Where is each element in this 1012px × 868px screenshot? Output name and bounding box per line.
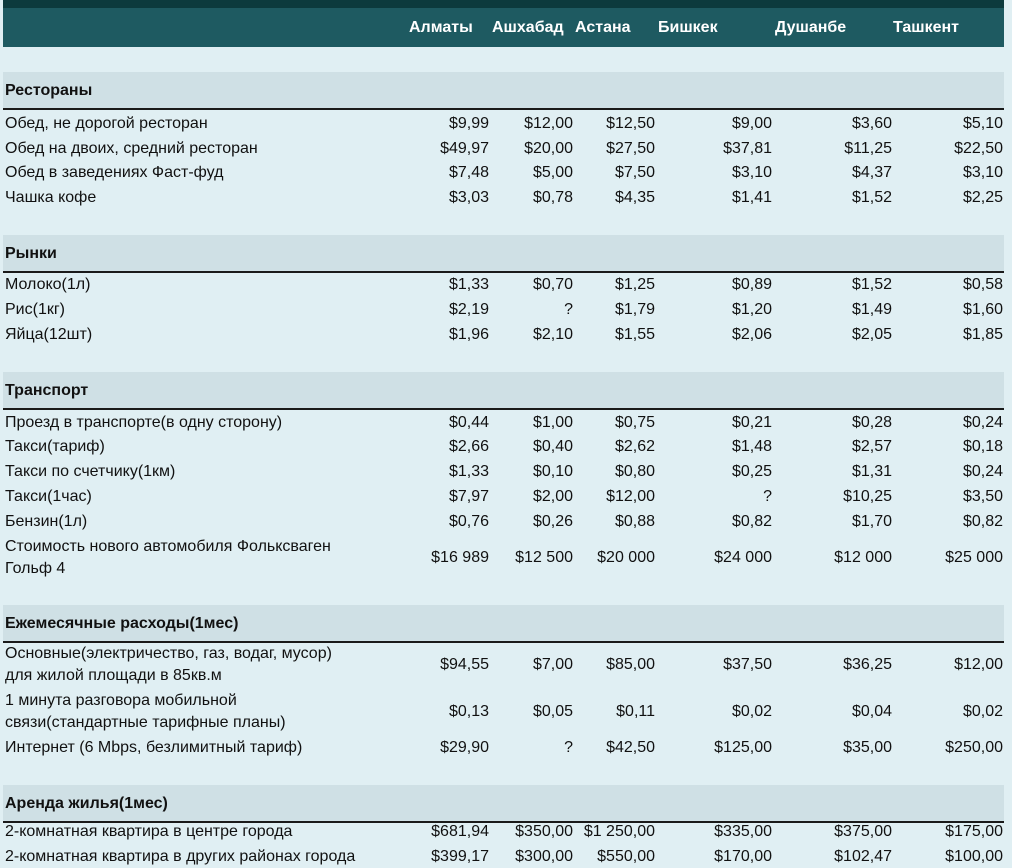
price-cell: $0,76 [448,513,489,530]
table-row [3,486,1004,508]
row-label-line: Бензин(1л) [5,513,88,530]
table-row [3,690,1004,734]
table-row [3,821,1004,843]
city-header-almaty: Алматы [409,19,473,36]
price-cell: $0,40 [532,438,573,455]
price-cell: $10,25 [843,488,892,505]
city-header-astana: Астана [575,19,631,36]
price-cell: $42,50 [606,739,655,756]
section-title: Рынки [3,235,1004,273]
price-cell: $250,00 [945,739,1003,756]
price-cell: $11,25 [844,140,892,157]
table-row [3,846,1004,868]
table-row [3,138,1004,160]
price-cell: $0,05 [532,703,573,720]
price-cell: $2,25 [962,189,1003,206]
price-cell: ? [564,301,573,318]
row-label [5,113,208,135]
price-cell: $2,66 [448,438,489,455]
table-row [3,113,1004,135]
row-label-line: связи(стандартные тарифные планы) [5,714,286,731]
price-cell: $2,19 [448,301,489,318]
price-cell: $2,57 [851,438,892,455]
price-cell: $3,60 [851,115,892,132]
price-cell: $37,50 [723,656,772,673]
price-cell: $1,96 [448,326,489,343]
price-cell: $1,41 [731,189,772,206]
price-cell: $0,70 [532,276,573,293]
price-cell: $399,17 [431,848,489,865]
price-cell: $0,24 [962,414,1003,431]
price-cell: $681,94 [431,823,489,840]
row-label-line: 2-комнатная квартира в других районах города [5,848,356,865]
price-cell: $0,24 [962,463,1003,480]
row-label [5,412,282,434]
row-label-line: 1 минута разговора мобильной [5,692,237,709]
price-cell: $0,11 [616,703,655,720]
row-label-line: Рис(1кг) [5,301,65,318]
row-label [5,162,223,184]
price-cell: $94,55 [440,656,489,673]
price-cell: $12,00 [606,488,655,505]
row-label-line: Чашка кофе [5,189,97,206]
price-cell: $0,78 [532,189,573,206]
price-cell: $100,00 [945,848,1003,865]
price-cell: $1 250,00 [583,823,655,840]
section-title: Транспорт [3,372,1004,410]
price-cell: $7,48 [448,164,489,181]
price-cell: $125,00 [714,739,772,756]
price-cell: $0,28 [851,414,892,431]
row-label-line: для жилой площади в 85кв.м [5,667,222,684]
price-cell: $0,02 [731,703,772,720]
row-label [5,299,65,321]
table-row [3,187,1004,209]
row-label [5,821,292,843]
price-cell: $20 000 [597,549,655,566]
section-title: Рестораны [3,72,1004,110]
price-cell: $2,00 [532,488,573,505]
price-cell: $20,00 [524,140,573,157]
price-cell: $3,10 [962,164,1003,181]
city-header-bishkek: Бишкек [658,19,718,36]
table-row [3,412,1004,434]
city-header-ashgabat: Ашхабад [492,19,564,36]
price-cell: $0,21 [731,414,772,431]
price-cell: $7,50 [614,164,655,181]
price-cell: $0,75 [614,414,655,431]
price-cell: $29,90 [440,739,489,756]
price-cell: $1,48 [731,438,772,455]
price-cell: $16 989 [431,549,489,566]
price-cell: $1,52 [851,276,892,293]
price-cell: $2,10 [532,326,573,343]
price-cell: $1,60 [962,301,1003,318]
price-cell: $2,06 [731,326,772,343]
price-cell: $1,52 [851,189,892,206]
price-cell: $1,55 [614,326,655,343]
table-row [3,162,1004,184]
row-label [5,138,258,160]
table-row [3,737,1004,759]
table-row [3,274,1004,296]
row-label [5,511,87,533]
table-row [3,299,1004,321]
row-label-line: Гольф 4 [5,560,66,577]
row-label-line: Такси(1час) [5,488,92,505]
row-label [5,643,332,687]
row-label [5,737,302,759]
price-cell: ? [763,488,772,505]
price-cell: $3,50 [962,488,1003,505]
price-cell: $375,00 [834,823,892,840]
table-row [3,643,1004,687]
price-cell: $0,88 [614,513,655,530]
price-cell: $0,26 [532,513,573,530]
row-label [5,324,92,346]
table-row [3,536,1004,580]
table-row [3,324,1004,346]
row-label-line: Обед, не дорогой ресторан [5,115,208,132]
price-cell: $35,00 [843,739,892,756]
row-label [5,436,105,458]
price-cell: $25 000 [945,549,1003,566]
price-cell: $0,18 [962,438,1003,455]
city-header-tashkent: Ташкент [893,19,960,36]
row-label [5,274,90,296]
price-cell: $9,99 [448,115,489,132]
row-label-line: Молоко(1л) [5,276,91,293]
row-label-line: Интернет (6 Mbps, безлимитный тариф) [5,739,303,756]
row-label [5,486,92,508]
price-cell: $4,37 [851,164,892,181]
row-label-line: Яйца(12шт) [5,326,93,343]
price-cell: $4,35 [614,189,655,206]
price-cell: $12 500 [515,549,573,566]
row-label-line: 2-комнатная квартира в центре города [5,823,293,840]
price-cell: $1,49 [851,301,892,318]
price-cell: $36,25 [843,656,892,673]
row-label [5,690,286,734]
price-cell: $22,50 [954,140,1003,157]
price-cell: $170,00 [714,848,772,865]
price-cell: $2,05 [851,326,892,343]
price-cell: $550,00 [597,848,655,865]
price-cell: ? [564,739,573,756]
header-row [3,8,1004,47]
price-cell: $102,47 [834,848,892,865]
row-label [5,536,331,580]
price-cell: $37,81 [723,140,772,157]
price-cell: $300,00 [515,848,573,865]
price-cell: $12,00 [954,656,1003,673]
top-border [3,0,1004,8]
price-cell: $0,80 [614,463,655,480]
row-label-line: Такси(тариф) [5,438,105,455]
price-cell: $350,00 [515,823,573,840]
price-cell: $0,13 [448,703,489,720]
price-cell: $0,44 [448,414,489,431]
price-cell: $0,89 [731,276,772,293]
row-label-line: Обед в заведениях Фаст-фуд [5,164,224,181]
price-cell: $1,25 [614,276,655,293]
price-cell: $12 000 [834,549,892,566]
price-cell: $1,85 [962,326,1003,343]
price-cell: $7,00 [532,656,573,673]
price-cell: $5,10 [962,115,1003,132]
city-header-dushanbe: Душанбе [775,19,847,36]
price-cell: $85,00 [606,656,655,673]
price-cell: $335,00 [714,823,772,840]
price-cell: $1,33 [448,276,489,293]
row-label [5,461,175,483]
price-cell: $3,10 [731,164,772,181]
price-cell: $0,58 [962,276,1003,293]
price-cell: $12,00 [524,115,573,132]
price-cell: $1,70 [851,513,892,530]
price-cell: $0,02 [962,703,1003,720]
price-cell: $9,00 [731,115,772,132]
price-cell: $27,50 [606,140,655,157]
price-cell: $1,20 [731,301,772,318]
price-cell: $0,04 [851,703,892,720]
price-cell: $0,82 [962,513,1003,530]
table-row [3,511,1004,533]
price-cell: $3,03 [448,189,489,206]
row-label-line: Проезд в транспорте(в одну сторону) [5,414,283,431]
section-title: Ежемесячные расходы(1мес) [3,605,1004,643]
table-row [3,436,1004,458]
price-cell: $0,82 [731,513,772,530]
price-cell: $2,62 [614,438,655,455]
price-cell: $5,00 [532,164,573,181]
price-cell: $0,10 [532,463,573,480]
row-label [5,187,96,209]
row-label [5,846,355,868]
row-label-line: Такси по счетчику(1км) [5,463,176,480]
price-cell: $0,25 [731,463,772,480]
price-cell: $1,00 [532,414,573,431]
row-label-line: Стоимость нового автомобиля Фольксваген [5,538,331,555]
row-label-line: Обед на двоих, средний ресторан [5,140,258,157]
price-cell: $1,33 [448,463,489,480]
price-cell: $7,97 [448,488,489,505]
price-cell: $175,00 [945,823,1003,840]
price-cell: $24 000 [714,549,772,566]
price-cell: $1,79 [614,301,655,318]
price-cell: $49,97 [440,140,489,157]
price-cell: $1,31 [851,463,892,480]
row-label-line: Основные(электричество, газ, водаг, мусор) [5,645,332,662]
table-row [3,461,1004,483]
price-cell: $12,50 [606,115,655,132]
section-title: Аренда жилья(1мес) [3,785,1004,823]
